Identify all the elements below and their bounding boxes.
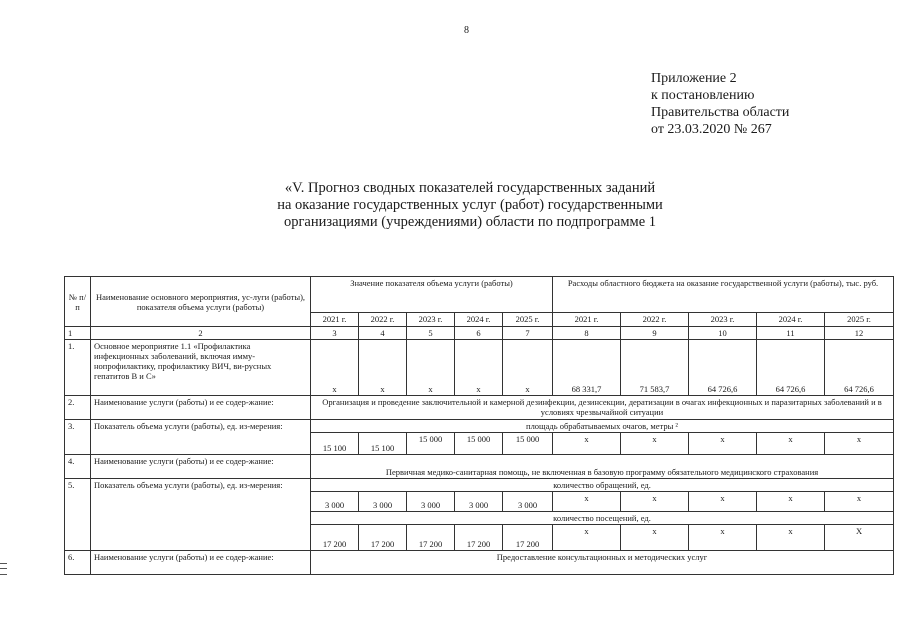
appendix-line: от 23.03.2020 № 267 [651, 122, 772, 137]
expense-value: х [553, 433, 621, 455]
column-number: 7 [503, 327, 553, 340]
expense-value: х [757, 492, 825, 512]
appendix-line: Правительства области [651, 105, 790, 120]
expense-value: х [689, 525, 757, 551]
service-description: Первичная медико-санитарная помощь, не включенная в базовую программу обязательного медицинского страхования [311, 455, 894, 479]
volume-value: 3 000 [503, 492, 553, 512]
table-row [65, 340, 894, 396]
column-number: 10 [689, 327, 757, 340]
column-number: 1 [65, 327, 91, 340]
indicator-label: площадь обрабатываемых очагов, метры ² [311, 420, 894, 433]
year-header: 2023 г. [689, 313, 757, 327]
volume-value: 17 200 [455, 525, 503, 551]
volume-value: 17 200 [311, 525, 359, 551]
header-row [65, 277, 894, 313]
year-header: 2025 г. [825, 313, 894, 327]
service-description: Предоставление консультационных и методических услуг [311, 551, 894, 575]
title-line: организациями (учреждениями) области по подпрограмме 1 [283, 214, 657, 230]
volume-value: 15 000 [455, 433, 503, 455]
volume-value: 17 200 [503, 525, 553, 551]
indicator-label: количество обращений, ед. [311, 479, 894, 492]
expense-value: 64 726,6 [757, 340, 825, 396]
expense-value: х [553, 492, 621, 512]
appendix-header [651, 70, 789, 138]
column-number: 12 [825, 327, 894, 340]
expense-value: х [689, 492, 757, 512]
row-name: Основное мероприятие 1.1 «Профилактика инфекционных заболеваний, включая имму-нопрофилактику, профилактику ВИЧ, ви-русных гепатитов В и С» [91, 340, 311, 396]
volume-value: 3 000 [359, 492, 407, 512]
column-number: 3 [311, 327, 359, 340]
table-row [65, 396, 894, 420]
volume-value: 15 000 [503, 433, 553, 455]
row-num: 1. [65, 340, 91, 396]
volume-value: 17 200 [407, 525, 455, 551]
document-title [240, 180, 700, 231]
service-description: Организация и проведение заключительной и камерной дезинфекции, дезинсекции, дератизации в очагах инфекционных и паразитарных заболеваний и в условиях чрезвычайной ситуации [311, 396, 894, 420]
title-line: «V. Прогноз сводных показателей государственных заданий [284, 180, 656, 196]
column-number-row [65, 327, 894, 340]
expense-value: х [689, 433, 757, 455]
volume-value: 3 000 [407, 492, 455, 512]
table-row [65, 551, 894, 575]
expense-value: Х [825, 525, 894, 551]
header-volume-group: Значение показателя объема услуги (работы) [311, 277, 553, 313]
year-header: 2021 г. [311, 313, 359, 327]
column-number: 2 [91, 327, 311, 340]
volume-value: х [359, 340, 407, 396]
forecast-table [64, 276, 894, 575]
page-number: 8 [464, 25, 469, 36]
row-name: Наименование услуги (работы) и ее содер-жание: [91, 396, 311, 420]
column-number: 4 [359, 327, 407, 340]
column-number: 8 [553, 327, 621, 340]
header-name: Наименование основного мероприятия, ус-луги (работы), показателя объема услуги (работы) [91, 277, 311, 327]
header-expense-group: Расходы областного бюджета на оказание государственной услуги (работы), тыс. руб. [553, 277, 894, 313]
expense-value: х [825, 492, 894, 512]
year-header: 2024 г. [757, 313, 825, 327]
table-row [65, 420, 894, 433]
volume-value: х [503, 340, 553, 396]
expense-value: х [621, 525, 689, 551]
column-number: 9 [621, 327, 689, 340]
expense-value: 71 583,7 [621, 340, 689, 396]
expense-value: х [825, 433, 894, 455]
expense-value: х [553, 525, 621, 551]
row-num: 5. [65, 479, 91, 551]
table-row [65, 479, 894, 492]
year-header: 2023 г. [407, 313, 455, 327]
row-num: 3. [65, 420, 91, 455]
expense-value: х [757, 433, 825, 455]
volume-value: 15 100 [359, 433, 407, 455]
row-num: 4. [65, 455, 91, 479]
year-header: 2021 г. [553, 313, 621, 327]
expense-value: 64 726,6 [825, 340, 894, 396]
expense-value: 68 331,7 [553, 340, 621, 396]
row-name: Показатель объема услуги (работы), ед. из-мерения: [91, 420, 311, 455]
indicator-label: количество посещений, ед. [311, 512, 894, 525]
column-number: 6 [455, 327, 503, 340]
year-header: 2022 г. [359, 313, 407, 327]
column-number: 11 [757, 327, 825, 340]
row-name: Показатель объема услуги (работы), ед. из-мерения: [91, 479, 311, 551]
row-name: Наименование услуги (работы) и ее содер-жание: [91, 455, 311, 479]
volume-value: 15 100 [311, 433, 359, 455]
year-header: 2024 г. [455, 313, 503, 327]
row-num: 6. [65, 551, 91, 575]
volume-value: х [311, 340, 359, 396]
year-header: 2025 г. [503, 313, 553, 327]
expense-value: 64 726,6 [689, 340, 757, 396]
year-header: 2022 г. [621, 313, 689, 327]
appendix-line: Приложение 2 [651, 71, 737, 86]
table-row [65, 455, 894, 479]
row-name: Наименование услуги (работы) и ее содер-жание: [91, 551, 311, 575]
expense-value: х [757, 525, 825, 551]
column-number: 5 [407, 327, 455, 340]
volume-value: 3 000 [455, 492, 503, 512]
header-num: № п/п [65, 277, 91, 327]
title-line: на оказание государственных услуг (работ) государственными [277, 197, 663, 213]
expense-value: х [621, 492, 689, 512]
volume-value: х [455, 340, 503, 396]
expense-value: х [621, 433, 689, 455]
volume-value: х [407, 340, 455, 396]
row-num: 2. [65, 396, 91, 420]
volume-value: 3 000 [311, 492, 359, 512]
appendix-line: к постановлению [651, 88, 755, 103]
volume-value: 17 200 [359, 525, 407, 551]
volume-value: 15 000 [407, 433, 455, 455]
margin-mark [0, 563, 7, 575]
